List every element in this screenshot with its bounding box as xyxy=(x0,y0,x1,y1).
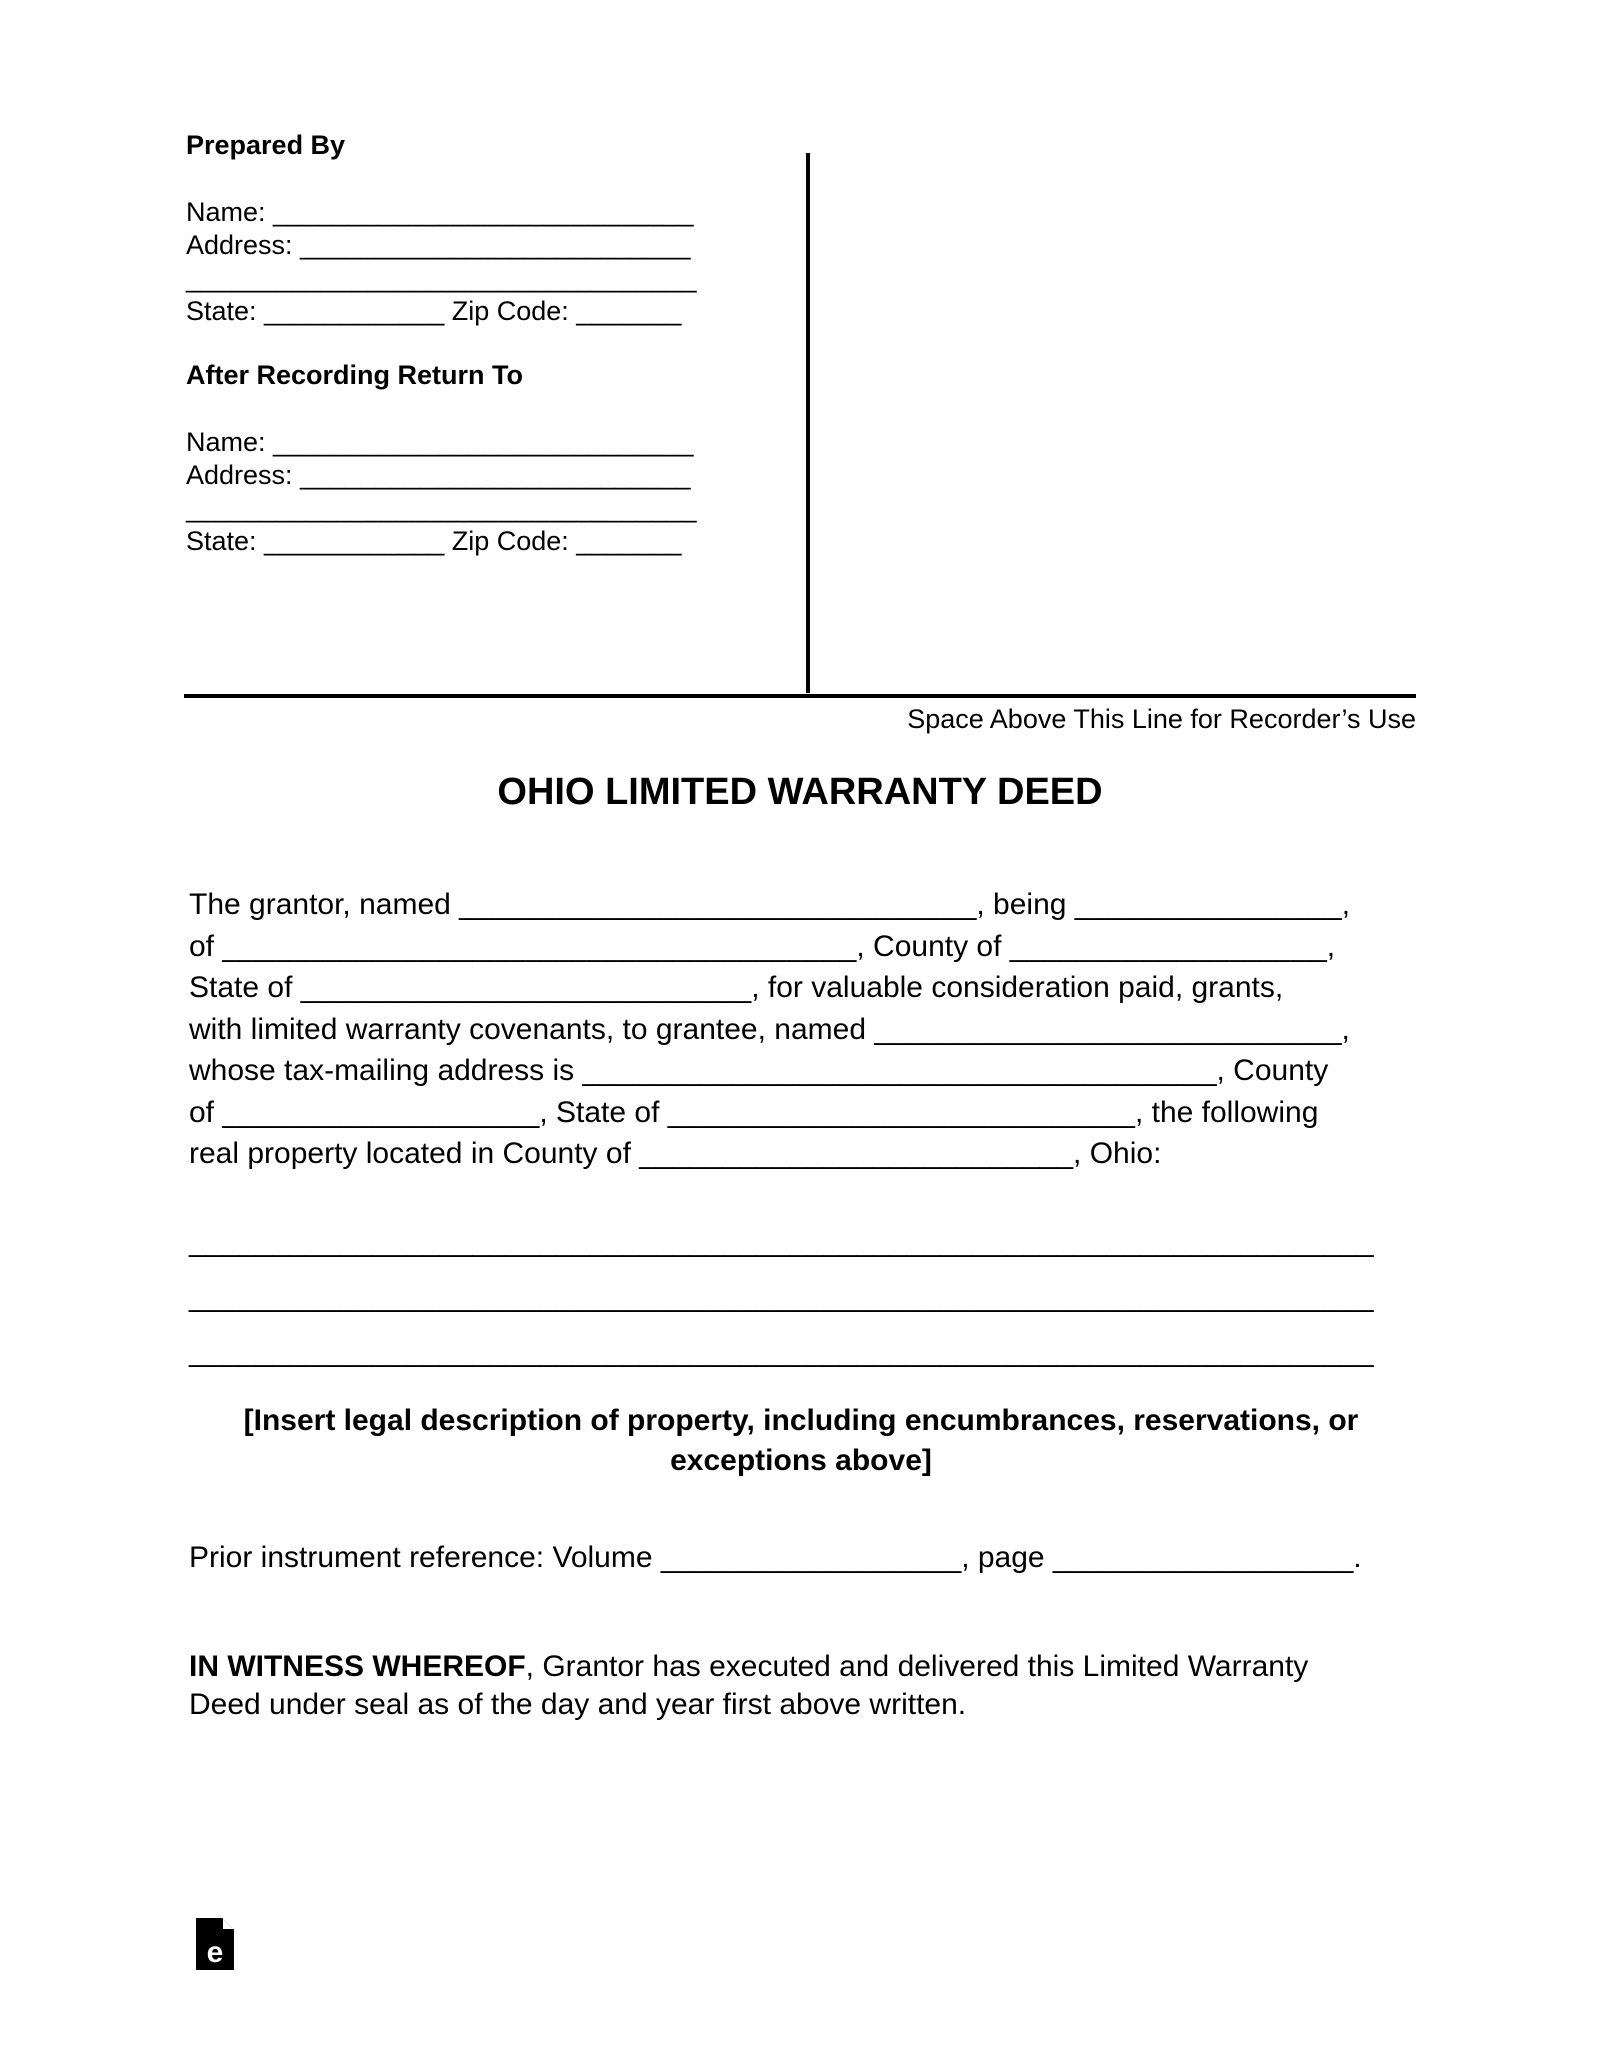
prepared-by-address-field[interactable]: Address: __________________________ xyxy=(186,230,691,260)
return-to-state-zip-field[interactable]: State: ____________ Zip Code: _______ xyxy=(186,526,682,556)
legal-description-line-1[interactable]: _______________________________________________________________________ xyxy=(189,1225,1374,1258)
witness-paragraph-line-2: Deed under seal as of the day and year first above written. xyxy=(189,1688,967,1721)
legal-description-line-2[interactable]: _______________________________________________________________________ xyxy=(189,1280,1374,1313)
svg-text:e: e xyxy=(206,1936,224,1969)
recorder-use-note: Space Above This Line for Recorder’s Use xyxy=(907,704,1416,734)
eforms-logo-icon xyxy=(196,1918,234,1970)
prepared-by-address-line2-field[interactable]: __________________________________ xyxy=(186,263,697,293)
grantor-paragraph-line-5[interactable]: whose tax-mailing address is ______________________________________, County xyxy=(189,1054,1329,1087)
recorder-area-vertical-divider xyxy=(806,153,810,693)
prepared-by-heading: Prepared By xyxy=(186,130,346,160)
prepared-by-state-zip-field[interactable]: State: ____________ Zip Code: _______ xyxy=(186,296,682,326)
prepared-by-name-field[interactable]: Name: ____________________________ xyxy=(186,197,694,227)
grantor-paragraph-line-7[interactable]: real property located in County of __________________________, Ohio: xyxy=(189,1137,1162,1170)
grantor-paragraph-line-3[interactable]: State of ___________________________, for valuable consideration paid, grants, xyxy=(189,971,1284,1004)
return-to-name-field[interactable]: Name: ____________________________ xyxy=(186,427,694,457)
document-title: OHIO LIMITED WARRANTY DEED xyxy=(497,771,1103,813)
recorder-area-horizontal-divider xyxy=(184,694,1416,698)
grantor-paragraph-line-6[interactable]: of ___________________, State of ____________________________, the following xyxy=(189,1095,1319,1129)
return-to-address-field[interactable]: Address: __________________________ xyxy=(186,460,691,490)
witness-line-1-rest: , Grantor has executed and delivered this Limited Warranty xyxy=(525,1650,1309,1683)
legal-description-line-3[interactable]: _______________________________________________________________________ xyxy=(189,1335,1374,1368)
witness-paragraph-line-1 xyxy=(189,1646,1308,1688)
grantor-paragraph-line-2[interactable]: of ______________________________________, County of ___________________, xyxy=(189,929,1336,963)
return-to-address-line2-field[interactable]: __________________________________ xyxy=(186,493,697,523)
witness-lead: IN WITNESS WHEREOF xyxy=(189,1650,526,1683)
grantor-paragraph-line-4[interactable]: with limited warranty covenants, to grantee, named ____________________________, xyxy=(189,1012,1350,1046)
legal-description-instruction-line-1: [Insert legal description of property, including encumbrances, reservations, or xyxy=(243,1404,1359,1437)
prior-instrument-reference[interactable]: Prior instrument reference: Volume __________________, page __________________. xyxy=(189,1541,1362,1574)
grantor-paragraph-line-1[interactable]: The grantor, named _______________________________, being ________________, xyxy=(189,888,1351,921)
return-to-heading: After Recording Return To xyxy=(186,360,523,390)
legal-description-instruction-line-2: exceptions above] xyxy=(670,1444,932,1477)
